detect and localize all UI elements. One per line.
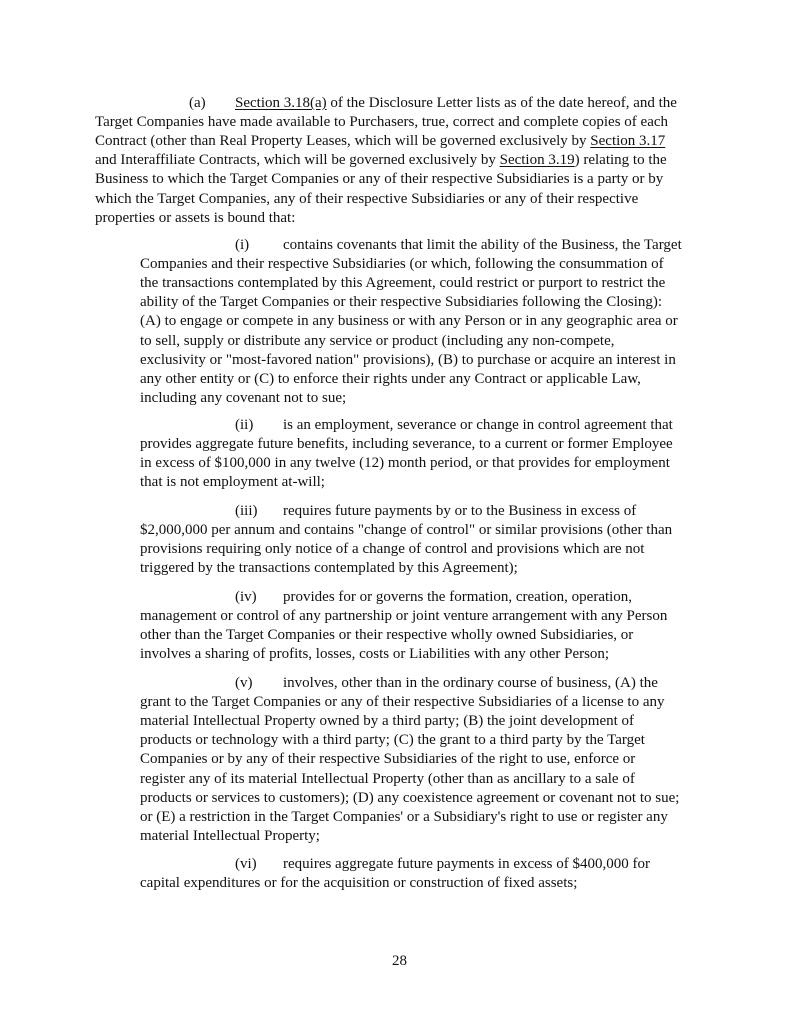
text-segment: Companies or by any of their respective Subsidiaries of the right to use, enforce or xyxy=(140,751,636,768)
text-segment: Target Companies have made available to Purchasers, true, correct and complete copies of each xyxy=(95,114,669,131)
text-line xyxy=(140,750,635,769)
page-number: 28 xyxy=(392,953,407,969)
text-line xyxy=(140,607,667,626)
text-line xyxy=(140,827,320,846)
text-line xyxy=(95,113,668,132)
text-segment: in excess of $100,000 in any twelve (12) month period, or that provides for employment xyxy=(140,455,670,472)
text-line xyxy=(283,588,632,607)
paragraph-label: (a) xyxy=(189,95,206,111)
text-line xyxy=(140,770,635,789)
text-segment: involves a sharing of profits, losses, costs or Liabilities with any other Person; xyxy=(140,646,610,663)
text-segment: is an employment, severance or change in control agreement that xyxy=(283,417,673,433)
text-line xyxy=(283,416,673,435)
text-segment: Companies and their respective Subsidiaries (or which, following the consummation of xyxy=(140,256,664,273)
text-segment: the transactions contemplated by this Agreement, could restrict or purport to restrict the xyxy=(140,275,666,292)
text-line xyxy=(140,521,672,540)
text-segment: Contract (other than Real Property Leases, which will be governed exclusively by xyxy=(95,133,591,150)
text-line xyxy=(140,454,670,473)
text-line xyxy=(140,255,664,274)
text-segment: or (E) a restriction in the Target Companies' or a Subsidiary's right to use or register any xyxy=(140,808,668,825)
text-segment: ) relating to the xyxy=(574,152,667,169)
section-reference: Section 3.19 xyxy=(499,152,575,169)
text-line xyxy=(140,559,518,578)
text-line xyxy=(140,808,668,827)
text-line xyxy=(140,370,641,389)
text-line xyxy=(140,435,673,454)
text-segment: any other entity or (C) to enforce their rights under any Contract or applicable Law, xyxy=(140,370,641,387)
text-segment: capital expenditures or for the acquisition or construction of fixed assets; xyxy=(140,875,578,892)
text-line xyxy=(140,332,614,351)
text-line xyxy=(95,170,663,189)
text-line xyxy=(140,389,346,408)
text-line xyxy=(140,645,609,664)
text-segment: and Interaffiliate Contracts, which will be governed exclusively by xyxy=(95,152,500,169)
text-line xyxy=(140,312,678,331)
text-segment: material Intellectual Property owned by a third party; (B) the joint development of xyxy=(140,713,635,730)
text-line xyxy=(140,473,325,492)
section-reference: Section 3.18(a) xyxy=(235,95,327,111)
text-line xyxy=(283,236,682,255)
text-segment: provides for or governs the formation, creation, operation, xyxy=(283,589,633,605)
text-line xyxy=(283,855,650,874)
paragraph-label: (iii) xyxy=(235,503,258,519)
text-line xyxy=(283,674,658,693)
text-segment: $2,000,000 per annum and contains "change of control" or similar provisions (other than xyxy=(140,522,673,539)
text-segment: ability of the Target Companies or their respective Subsidiaries following the Closing): xyxy=(140,294,663,311)
text-segment: provides aggregate future benefits, including severance, to a current or former Employee xyxy=(140,436,673,453)
paragraph-label: (ii) xyxy=(235,417,254,433)
text-segment: requires aggregate future payments in excess of $400,000 for xyxy=(283,856,650,872)
text-segment: which the Target Companies, any of their respective Subsidiaries or any of their respective xyxy=(95,190,639,207)
text-segment: material Intellectual Property; xyxy=(140,827,320,844)
text-segment: that is not employment at-will; xyxy=(140,474,325,491)
text-line xyxy=(283,502,636,521)
text-line xyxy=(140,351,676,370)
paragraph-label: (iv) xyxy=(235,589,257,605)
paragraph-label: (vi) xyxy=(235,856,257,872)
text-segment: products or services to customers); (D) any coexistence agreement or covenant not to sue; xyxy=(140,789,680,806)
text-segment: requires future payments by or to the Business in excess of xyxy=(283,503,637,519)
text-line xyxy=(235,94,677,113)
text-segment: management or control of any partnership or joint venture arrangement with any Person xyxy=(140,608,668,625)
text-segment: involves, other than in the ordinary course of business, (A) the xyxy=(283,675,658,691)
text-segment: other than the Target Companies or their respective wholly owned Subsidiaries, or xyxy=(140,627,634,644)
text-line xyxy=(140,293,662,312)
text-segment: Business to which the Target Companies or any of their respective Subsidiaries is a party or by xyxy=(95,171,664,188)
paragraph-label: (v) xyxy=(235,675,253,691)
text-line xyxy=(140,874,577,893)
text-line xyxy=(140,693,665,712)
text-segment: register any of its material Intellectual Property (other than as ancillary to a sale of xyxy=(140,770,635,787)
text-segment: properties or assets is bound that: xyxy=(95,209,296,226)
text-segment: including any covenant not to sue; xyxy=(140,389,347,406)
text-line xyxy=(95,190,638,209)
text-segment: triggered by the transactions contemplated by this Agreement); xyxy=(140,560,518,577)
text-line xyxy=(140,626,633,645)
text-line xyxy=(140,274,665,293)
text-line xyxy=(140,540,644,559)
text-segment: (A) to engage or compete in any business or with any Person or in any geographic area or xyxy=(140,313,678,330)
text-segment: grant to the Target Companies or any of their respective Subsidiaries of a license to any xyxy=(140,694,665,711)
text-line xyxy=(140,712,634,731)
text-segment: products or technology with a third party; (C) the grant to a third party by the Target xyxy=(140,732,645,749)
paragraph-label: (i) xyxy=(235,237,250,253)
text-line xyxy=(95,151,667,170)
text-line xyxy=(95,209,295,228)
text-segment: contains covenants that limit the ability of the Business, the Target xyxy=(283,237,682,253)
text-segment: to sell, supply or distribute any service or product (including any non-compete, xyxy=(140,332,615,349)
text-line xyxy=(95,132,665,151)
text-segment: of the Disclosure Letter lists as of the date hereof, and the xyxy=(326,95,677,111)
text-segment: provisions requiring only notice of a change of control and provisions which are not xyxy=(140,541,645,558)
text-segment: exclusivity or "most-favored nation" provisions), (B) to purchase or acquire an interest in xyxy=(140,351,676,368)
section-reference: Section 3.17 xyxy=(590,133,666,150)
text-line xyxy=(140,789,679,808)
text-line xyxy=(140,731,645,750)
